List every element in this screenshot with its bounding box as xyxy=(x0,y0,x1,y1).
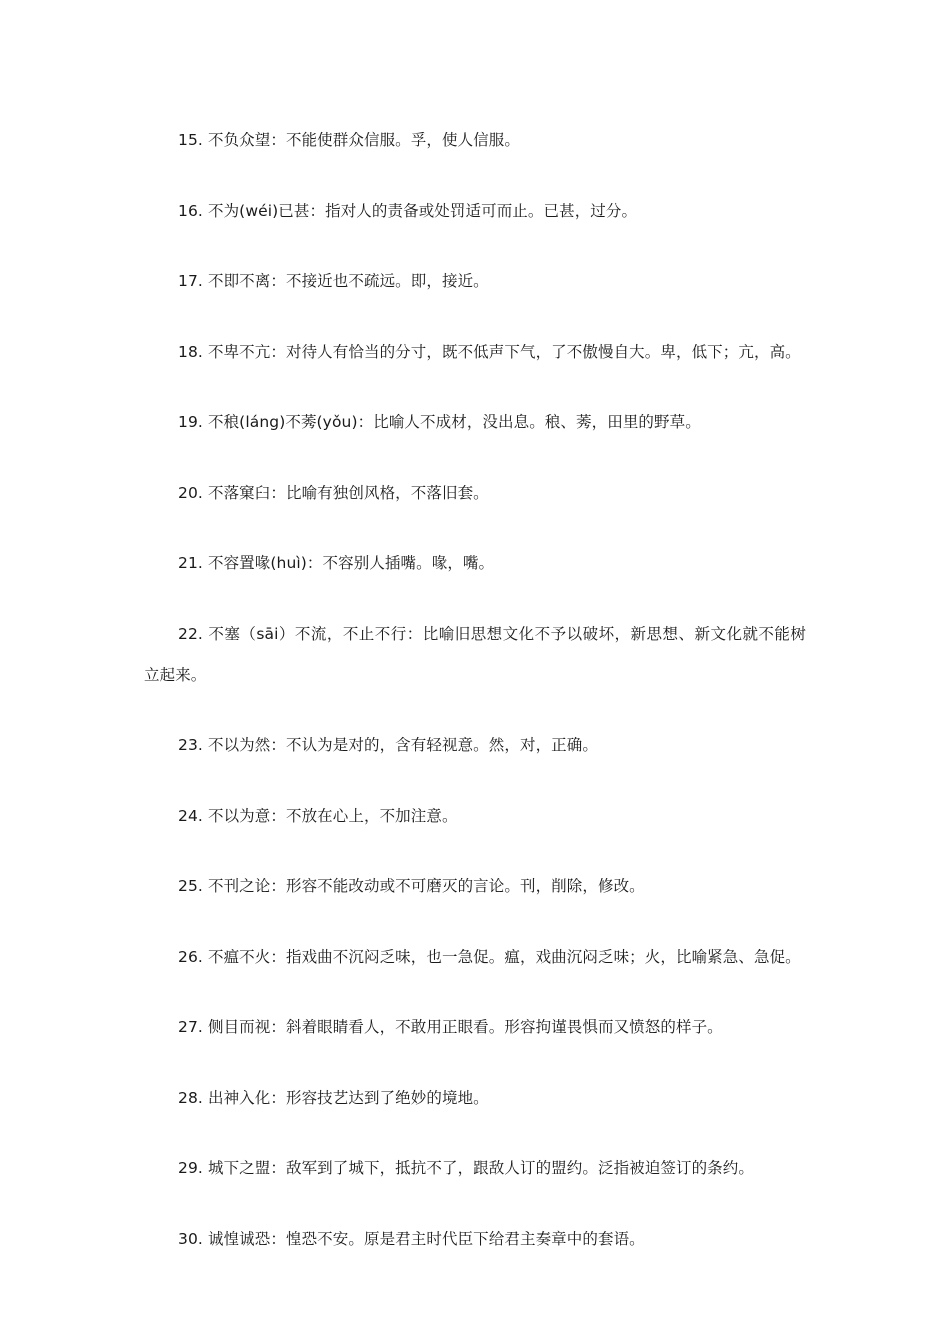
idiom-entry: 21. 不容置喙(huì)：不容别人插嘴。喙，嘴。 xyxy=(178,554,495,572)
idiom-entry: 18. 不卑不亢：对待人有恰当的分寸，既不低声下气，了不傲慢自大。卑，低下；亢，高。 xyxy=(178,342,801,361)
idiom-entry: 29. 城下之盟：敌军到了城下，抵抗不了，跟敌人订的盟约。泛指被迫签订的条约。 xyxy=(178,1159,754,1177)
idiom-entry: 15. 不负众望：不能使群众信服。孚，使人信服。 xyxy=(178,131,520,149)
idiom-entry: 22. 不塞（sāi）不流，不止不行：比喻旧思想文化不予以破坏，新思想、新文化就不能树立起来。 xyxy=(144,624,806,684)
idiom-entry: 28. 出神入化：形容技艺达到了绝妙的境地。 xyxy=(178,1088,489,1107)
idiom-list xyxy=(144,120,806,1289)
idiom-entry: 26. 不瘟不火：指戏曲不沉闷乏味，也一急促。瘟，戏曲沉闷乏味；火，比喻紧急、急促。 xyxy=(178,947,801,966)
idiom-entry: 19. 不稂(láng)不莠(yǒu)：比喻人不成材，没出息。稂、莠，田里的野草。 xyxy=(178,413,701,431)
idiom-entry: 25. 不刊之论：形容不能改动或不可磨灭的言论。刊，削除，修改。 xyxy=(178,877,645,895)
idiom-entry: 16. 不为(wéi)已甚：指对人的责备或处罚适可而止。已甚，过分。 xyxy=(178,201,638,220)
idiom-entry: 20. 不落窠臼：比喻有独创风格，不落旧套。 xyxy=(178,483,489,502)
idiom-entry: 30. 诚惶诚恐：惶恐不安。原是君主时代臣下给君主奏章中的套语。 xyxy=(178,1229,645,1248)
idiom-entry: 17. 不即不离：不接近也不疏远。即，接近。 xyxy=(178,272,489,290)
idiom-entry: 23. 不以为然：不认为是对的，含有轻视意。然，对，正确。 xyxy=(178,736,598,754)
idiom-entry: 27. 侧目而视：斜着眼睛看人，不敢用正眼看。形容拘谨畏惧而又愤怒的样子。 xyxy=(178,1018,723,1036)
idiom-entry: 24. 不以为意：不放在心上，不加注意。 xyxy=(178,806,458,825)
